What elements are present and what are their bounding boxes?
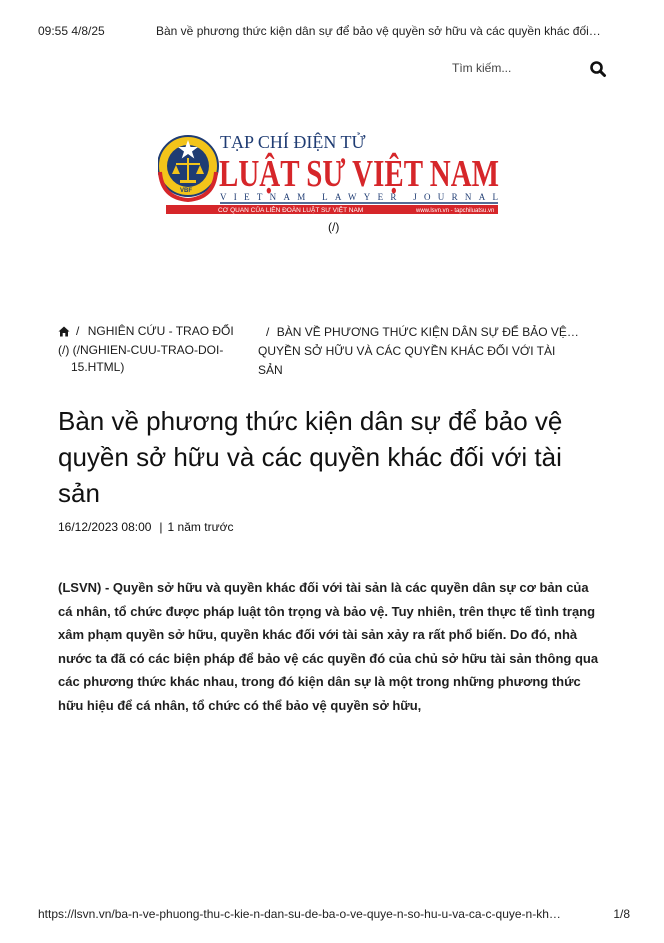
print-page-number: 1/8 [613, 907, 630, 921]
breadcrumb-current [258, 323, 608, 380]
svg-text:LUẬT SƯ VIỆT NAM: LUẬT SƯ VIỆT NAM [219, 153, 499, 195]
meta-separator: | [159, 520, 163, 534]
search-box [448, 56, 618, 82]
breadcrumb-current-line: BÀN VỀ PHƯƠNG THỨC KIỆN DÂN SỰ ĐỂ BẢO VỆ… [276, 325, 579, 339]
svg-text:CƠ QUAN CỦA LIÊN ĐOÀN LUẬT SƯ: CƠ QUAN CỦA LIÊN ĐOÀN LUẬT SƯ VIỆT NAM [218, 207, 364, 214]
article-lead [58, 576, 606, 717]
print-url: https://lsvn.vn/ba-n-ve-phuong-thu-c-kie-n-dan-su-de-ba-o-ve-quye-n-so-hu-u-va-ca-c-quye-n-kh… [38, 907, 561, 921]
logo-home-link[interactable]: (/) [328, 220, 340, 234]
breadcrumb-current-line: SẢN [258, 363, 283, 377]
print-timestamp: 09:55 4/8/25 [38, 24, 105, 38]
breadcrumb-separator: / [266, 325, 270, 339]
svg-text:VBF: VBF [180, 188, 192, 194]
article-title: Bàn về phương thức kiện dân sự để bảo vệ quyền sở hữu và các quyền khác đối với tài sản [58, 406, 563, 508]
lead-text: Quyền sở hữu và quyền khác đối với tài sản là các quyền dân sự cơ bản của cá nhân, tổ chức được pháp luật tôn trọng và bảo vệ. Tuy nhiên, trên thực tế tình trạng xâm phạm quyền sở hữu, quyền khác đối với tài sản xảy ra rất phổ biến. Do đó, nhà nước ta đã có các biện pháp để bảo vệ các quyền đó của chủ sở hữu tài sản thông qua các phương thức khác nhau, trong đó kiện dân sự là một trong những phương thức hữu hiệu để cá nhân, tổ chức có thể bảo vệ quyền sở hữu, [58, 580, 599, 713]
breadcrumb-separator: / [76, 324, 80, 338]
breadcrumb-link-nghien-cuu[interactable]: NGHIÊN CỨU - TRAO ĐỔI [87, 324, 234, 338]
breadcrumb-url: 15.HTML) [71, 360, 125, 374]
site-logo[interactable] [158, 128, 508, 216]
article-meta [58, 520, 233, 534]
breadcrumb-section [58, 323, 243, 376]
lead-prefix: (LSVN) - [58, 580, 110, 595]
search-input[interactable] [448, 58, 582, 78]
svg-text:TẠP CHÍ ĐIỆN TỬ: TẠP CHÍ ĐIỆN TỬ [220, 132, 366, 152]
breadcrumb-current-line: QUYỀN SỞ HỮU VÀ CÁC QUYỀN KHÁC ĐỐI VỚI TÀI [258, 344, 556, 358]
svg-text:VIETNAM LAWYER JOURNAL: VIETNAM LAWYER JOURNAL [220, 192, 498, 202]
article-relative-time: 1 năm trước [167, 520, 234, 534]
article-date: 16/12/2023 08:00 [58, 520, 152, 534]
print-document-title: Bàn về phương thức kiện dân sự để bảo vệ quyền sở hữu và các quyền khác đối… [156, 24, 601, 38]
search-icon[interactable] [588, 59, 608, 79]
home-icon[interactable] [58, 325, 70, 342]
svg-text:www.lsvn.vn - tapchiluatsu.vn: www.lsvn.vn - tapchiluatsu.vn [416, 208, 495, 214]
breadcrumb-url: (/) (/NGHIEN-CUU-TRAO-DOI- [58, 343, 224, 357]
